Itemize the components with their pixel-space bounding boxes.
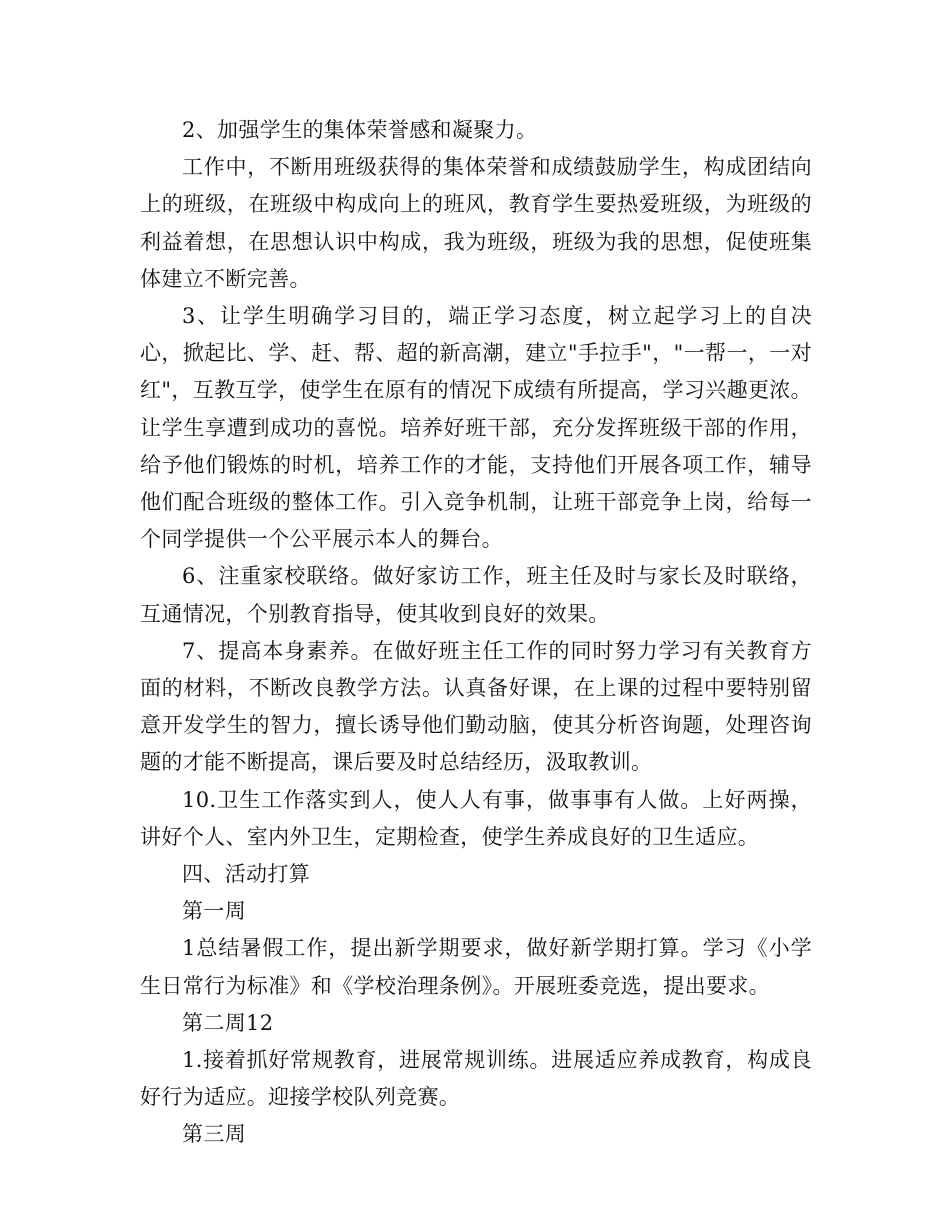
week-heading-1: 第一周 xyxy=(182,899,247,924)
paragraph-1: 2、加强学生的集体荣誉感和凝聚力。 xyxy=(182,118,538,142)
week-heading-2: 第二周12 xyxy=(182,1010,274,1035)
document-body xyxy=(140,112,812,1154)
paragraph-6: 10.卫生工作落实到人，使人人有事，做事事有人做。上好两操，讲好个人、室内外卫生，定期检查，使学生养成良好的卫生适应。 xyxy=(140,787,812,849)
paragraph-8: 1.接着抓好常规教育，进展常规训练。进展适应养成教育，构成良好行为适应。迎接学校队列竞赛。 xyxy=(140,1048,812,1110)
paragraph-2: 工作中，不断用班级获得的集体荣誉和成绩鼓励学生，构成团结向上的班级，在班级中构成向上的班风，教育学生要热爱班级，为班级的利益着想，在思想认识中构成，我为班级，班级为我的思想，促使班集体建立不断完善。 xyxy=(140,155,812,291)
paragraph-4: 6、注重家校联络。做好家访工作，班主任及时与家长及时联络，互通情况，个别教育指导，使其收到良好的效果。 xyxy=(140,564,812,626)
paragraph-7: 1总结暑假工作，提出新学期要求，做好新学期打算。学习《小学生日常行为标准》和《学校治理条例》。开展班委竞选，提出要求。 xyxy=(140,936,812,998)
week-heading-3: 第三周 xyxy=(182,1122,247,1147)
section-heading-activity-plan: 四、活动打算 xyxy=(182,862,311,887)
paragraph-3: 3、让学生明确学习目的，端正学习态度，树立起学习上的自决心，掀起比、学、赶、帮、超的新高潮，建立"手拉手"，"一帮一，一对红"，互教互学，使学生在原有的情况下成绩有所提高，学习兴趣更浓。让学生享遭到成功的喜悦。培养好班干部，充分发挥班级干部的作用，给予他们锻炼的时机，培养工作的才能，支持他们开展各项工作，辅导他们配合班级的整体工作。引入竞争机制，让班干部竞争上岗，给每一个同学提供一个公平展示本人的舞台。 xyxy=(140,304,812,552)
paragraph-5: 7、提高本身素养。在做好班主任工作的同时努力学习有关教育方面的材料，不断改良教学方法。认真备好课，在上课的过程中要特别留意开发学生的智力，擅长诱导他们勤动脑，使其分析咨询题，处理咨询题的才能不断提高，课后要及时总结经历，汲取教训。 xyxy=(140,638,812,775)
